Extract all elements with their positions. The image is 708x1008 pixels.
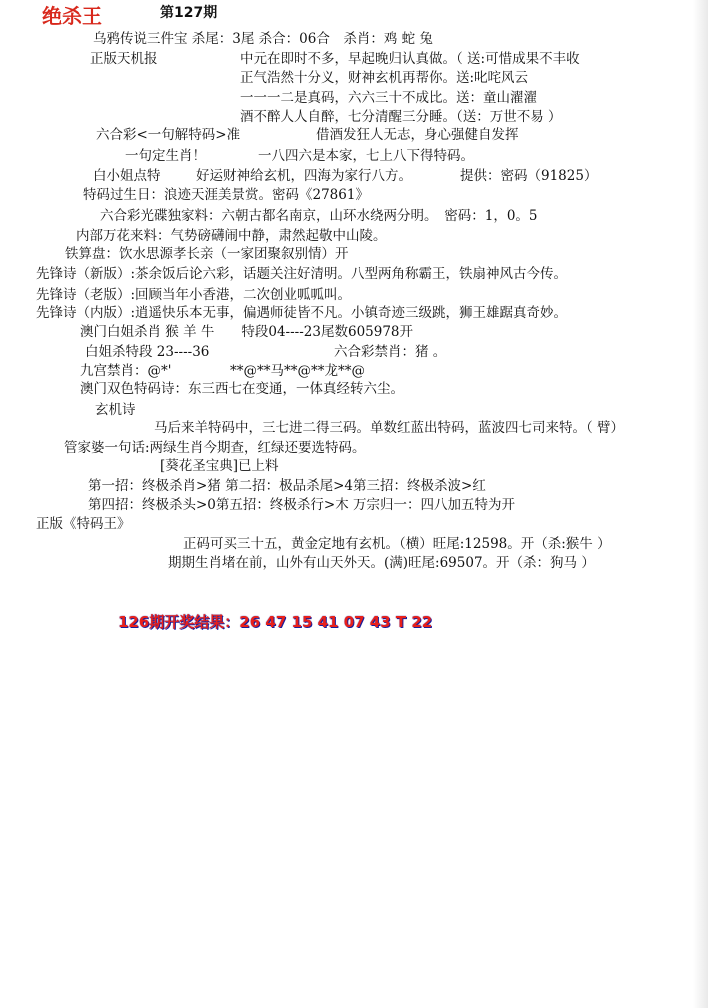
line-tianji-2: 正气浩然十分义，财神玄机再帮你。送:叱咤风云 [240, 70, 529, 86]
line-xianfeng-new: 先锋诗（新版）:茶余饭后论六彩，话题关注好清明。八型两角称霸王，铁扇神风古今传。 [36, 266, 568, 282]
line-cd-exclusive: 六合彩光碟独家料：六朝古都名南京，山环水绕两分明。 密码：1，0。5 [100, 208, 538, 224]
line-tiesuanpan: 铁算盘：饮水思源孝长亲（一家团聚叙别情）开 [65, 246, 349, 262]
line-baixiaojie-text: 好运财神给玄机，四海为家行八方。 [196, 168, 412, 184]
line-yijujie-title: 六合彩<一句解特码>准 [96, 127, 241, 143]
line-tianji-4: 酒不醉人人自醉，七分清醒三分睡。（送：万世不易 ） [240, 109, 562, 125]
line-xianfeng-inner: 先锋诗（内版）:逍遥快乐本无事，偏遇师徒皆不凡。小镇奇迹三级跳，狮王雄踞真奇妙。 [36, 305, 568, 321]
line-temawang-2: 期期生肖堵在前，山外有山天外天。(满)旺尾:69507。开（杀：狗马 ） [168, 555, 595, 571]
line-jiugong-values: **@**马**@**龙**@ [230, 363, 365, 379]
line-yijuding-text: 一八四六是本家，七上八下得特码。 [258, 148, 474, 164]
issue-number: 第127期 [160, 5, 218, 21]
line-yijujie-text: 借酒发狂人无志，身心强健自发挥 [316, 127, 519, 143]
logo-title: 绝杀王 [42, 4, 102, 28]
page-edge-shadow [693, 0, 708, 1008]
line-xuanji-title: 玄机诗 [95, 402, 136, 418]
line-birthday: 特码过生日：浪迹天涯美景赏。密码《27861》 [83, 187, 369, 203]
line-kuihua-title: [葵花圣宝典]已上料 [160, 458, 279, 474]
line-temawang-title: 正版《特码王》 [36, 516, 131, 532]
line-kuihua-moves-2: 第四招：终极杀头>0第五招：终极杀行>木 万宗归一：四八加五特为开 [88, 497, 516, 513]
line-xianfeng-old: 先锋诗（老版）:回顾当年小香港，二次创业呱呱叫。 [36, 287, 352, 303]
line-forbidden-zodiac: 六合彩禁肖：猪 。 [334, 344, 447, 360]
line-tianji-title: 正版天机报 [90, 51, 158, 67]
draw-result: 126期开奖结果：26 47 15 41 07 43 T 22 [118, 613, 433, 631]
line-baixiaojie-title: 白小姐点特 [93, 168, 161, 184]
line-baijie-segment: 白姐杀特段 23----36 [85, 344, 210, 360]
line-tianji-3: 一一一二是真码，六六三十不成比。送：童山濯濯 [240, 90, 537, 106]
line-jiugong-label: 九宫禁肖：@*' [80, 363, 172, 379]
line-xuanji-text: 马后来羊特码中，三七进二得三码。单数红蓝出特码，蓝波四七司来特。（ 臂） [154, 420, 625, 436]
line-yijuding-title: 一句定生肖！ [125, 148, 206, 164]
line-crow-legend: 乌鸦传说三件宝 杀尾：3尾 杀合：06合 杀肖：鸡 蛇 兔 [93, 31, 433, 47]
line-guanjiapo: 管家婆一句话:两绿生肖今期查，红绿还要选特码。 [64, 440, 366, 456]
line-macau-shuangse: 澳门双色特码诗：东三西七在变通，一体真经转六尘。 [80, 381, 404, 397]
line-kuihua-moves-1: 第一招：终极杀肖>猪 第二招：极品杀尾>4第三招：终极杀波>红 [88, 478, 486, 494]
line-temawang-1: 正码可买三十五，黄金定地有玄机。（横）旺尾:12598。开（杀:猴牛 ） [183, 536, 611, 552]
line-baixiaojie-code: 提供：密码（91825） [460, 168, 598, 184]
line-macau-baijie: 澳门白姐杀肖 猴 羊 牛 特段04----23尾数605978开 [80, 324, 414, 340]
line-wanhua: 内部万花来料：气势磅礴闹中静，肃然起敬中山陵。 [76, 228, 387, 244]
line-tianji-1: 中元在即时不多，早起晚归认真做。（ 送:可惜成果不丰收 [240, 51, 580, 67]
